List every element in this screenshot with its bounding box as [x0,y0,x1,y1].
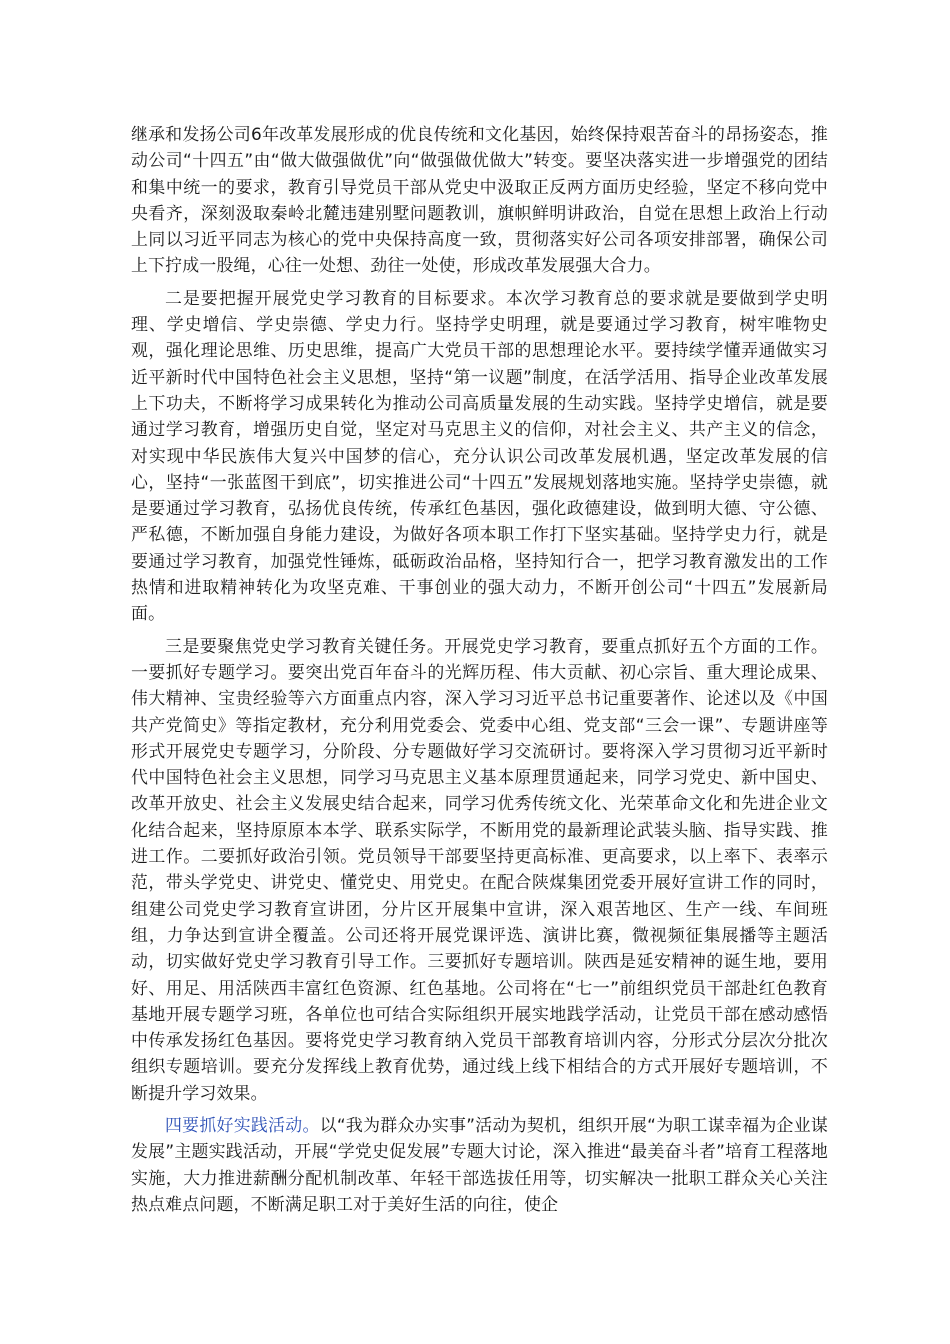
paragraph-1 [131,121,828,279]
paragraph-4 [131,1112,828,1217]
paragraph-4-highlight: 四要抓好实践活动。 [165,1114,320,1135]
paragraph-2 [131,285,828,627]
paragraph-1-text: 继承和发扬公司6年改革发展形成的优良传统和文化基因，始终保持艰苦奋斗的昂扬姿态，推动公司“十四五”由“做大做强做优”向“做强做优做大”转变。要坚决落实进一步增强党的团结和集中统一的要求，教育引导党员干部从党史中汲取正反两方面历史经验，坚定不移向党中央看齐，深刻汲取秦岭北麓违建别墅问题教训，旗帜鲜明讲政治，自觉在思想上政治上行动上同以习近平同志为核心的党中央保持高度一致，贯彻落实好公司各项安排部署，确保公司上下拧成一股绳，心往一处想、劲往一处使，形成改革发展强大合力。 [131,124,828,276]
paragraph-2-text: 二是要把握开展党史学习教育的目标要求。本次学习教育总的要求就是要做到学史明理、学史增信、学史崇德、学史力行。坚持学史明理，就是要通过学习教育，树牢唯物史观，强化理论思维、历史思维，提高广大党员干部的思想理论水平。要持续学懂弄通做实习近平新时代中国特色社会主义思想，坚持“第一议题”制度，在活学活用、指导企业改革发展上下功夫，不断将学习成果转化为推动公司高质量发展的生动实践。坚持学史增信，就是要通过学习教育，增强历史自觉，坚定对马克思主义的信仰，对社会主义、共产主义的信念，对实现中华民族伟大复兴中国梦的信心，充分认识公司改革发展机遇，坚定改革发展的信心，坚持“一张蓝图干到底”，切实推进公司“十四五”发展规划落地实施。坚持学史崇德，就是要通过学习教育，弘扬优良传统，传承红色基因，强化政德建设，做到明大德、守公德、严私德，不断加强自身能力建设，为做好各项本职工作打下坚实基础。坚持学史力行，就是要通过学习教育，加强党性锤炼，砥砺政治品格，坚持知行合一，把学习教育激发出的工作热情和进取精神转化为攻坚克难、干事创业的强大动力，不断开创公司“十四五”发展新局面。 [131,287,828,624]
paragraph-4-text: 以“我为群众办实事”活动为契机，组织开展“为职工谋幸福为企业谋发展”主题实践活动，开展“学党史促发展”专题大讨论，深入推进“最美奋斗者”培育工程落地实施，大力推进薪酬分配机制改革、年轻干部选拔任用等，切实解决一批职工群众关心关注热点难点问题，不断满足职工对于美好生活的向往，使企 [131,1114,828,1214]
document-body [131,121,828,1223]
paragraph-3-text: 三是要聚焦党史学习教育关键任务。开展党史学习教育，要重点抓好五个方面的工作。一要抓好专题学习。要突出党百年奋斗的光辉历程、伟大贡献、初心宗旨、重大理论成果、伟大精神、宝贵经验等六方面重点内容，深入学习习近平总书记重要著作、论述以及《中国共产党简史》等指定教材，充分利用党委会、党委中心组、党支部“三会一课”、专题讲座等形式开展党史专题学习，分阶段、分专题做好学习交流研讨。要将深入学习贯彻习近平新时代中国特色社会主义思想，同学习马克思主义基本原理贯通起来，同学习党史、新中国史、改革开放史、社会主义发展史结合起来，同学习优秀传统文化、光荣革命文化和先进企业文化结合起来，坚持原原本本学、联系实际学，不断用党的最新理论武装头脑、指导实践、推进工作。二要抓好政治引领。党员领导干部要坚持更高标准、更高要求，以上率下、表率示范，带头学党史、讲党史、懂党史、用党史。在配合陕煤集团党委开展好宣讲工作的同时，组建公司党史学习教育宣讲团，分片区开展集中宣讲，深入艰苦地区、生产一线、车间班组，力争达到宣讲全覆盖。公司还将开展党课评选、演讲比赛，微视频征集展播等主题活动，切实做好党史学习教育引导工作。三要抓好专题培训。陕西是延安精神的诞生地，要用好、用足、用活陕西丰富红色资源、红色基地。公司将在“七一”前组织党员干部赴红色教育基地开展专题学习班，各单位也可结合实际组织开展实地践学活动，让党员干部在感动感悟中传承发扬红色基因。要将党史学习教育纳入党员干部教育培训内容，分形式分层次分批次组织专题培训。要充分发挥线上教育优势，通过线上线下相结合的方式开展好专题培训，不断提升学习效果。 [131,635,828,1103]
paragraph-3 [131,633,828,1106]
